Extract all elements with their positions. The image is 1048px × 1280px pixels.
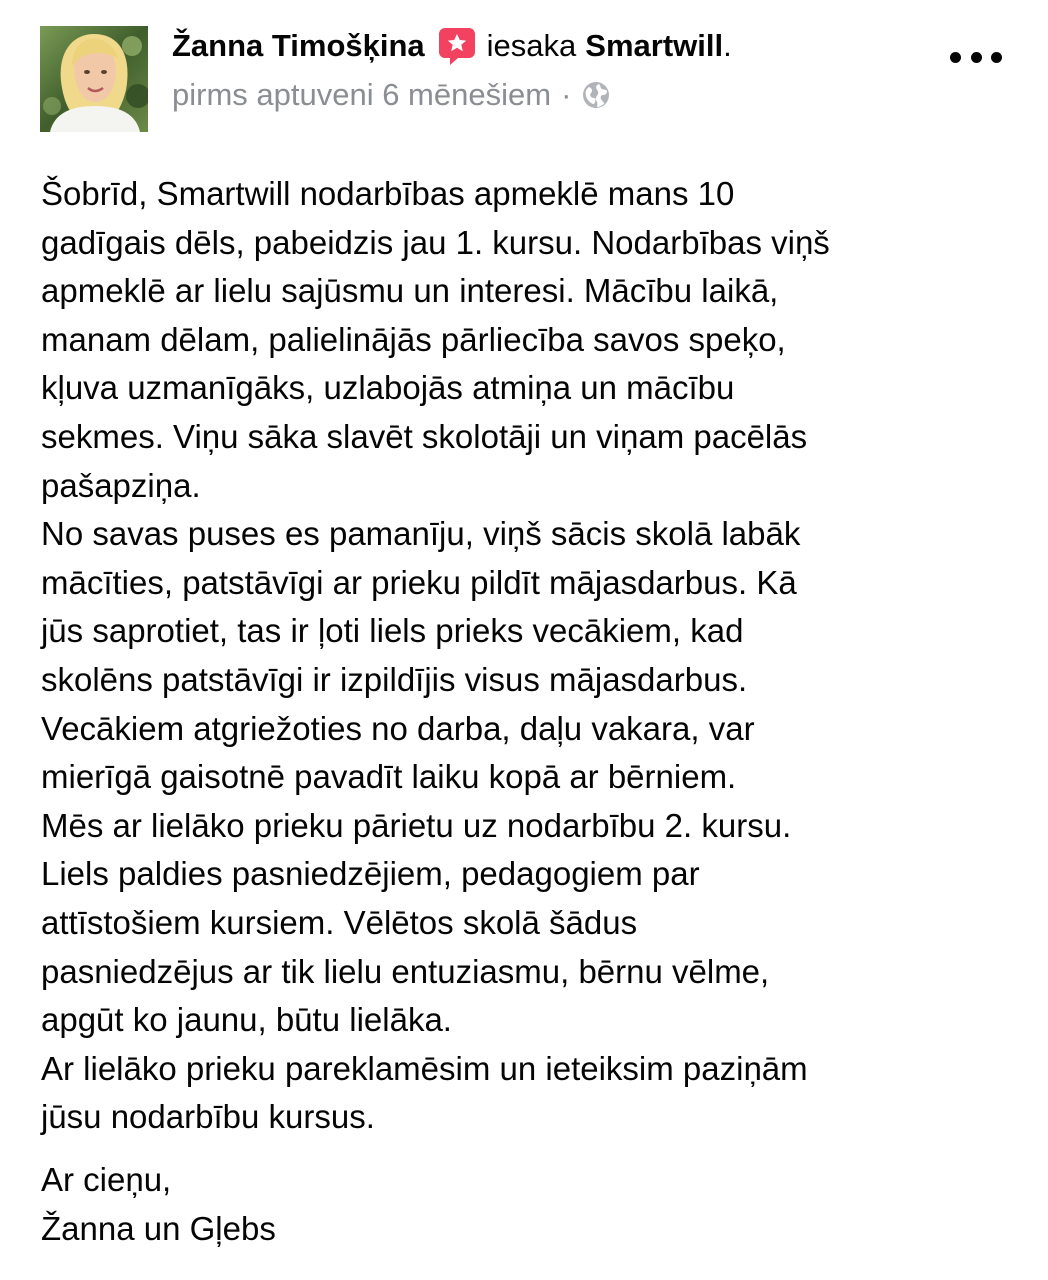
body-line: Liels paldies pasniedzējiem, pedagogiem par [41,855,700,893]
body-line: gadīgais dēls, pabeidzis jau 1. kursu. Nodarbības viņš [41,223,830,261]
body-line: Mēs ar lielāko prieku pārietu uz nodarbību 2. kursu. [41,806,792,844]
body-line: pašapziņa. [41,466,201,504]
body-line: sekmes. Viņu sāka slavēt skolotāji un viņam pacēlās [41,417,808,455]
avatar-photo-icon [40,26,148,132]
body-line: kļuva uzmanīgāks, uzlabojās atmiņa un mācību [41,369,735,407]
more-dot [971,52,982,63]
globe-icon[interactable] [581,80,611,110]
body-line: skolēns patstāvīgi ir izpildījis visus mājasdarbus. [41,660,748,698]
body-line: apmeklē ar lielu sajūsmu un interesi. Mācību laikā, [41,272,779,310]
body-line: Šobrīd, Smartwill nodarbības apmeklē mans 10 [41,175,735,212]
body-line: attīstošiem kursiem. Vēlētos skolā šādus [41,903,638,941]
signoff-line: Žanna un Gļebs [41,1209,276,1247]
post-signoff [41,1156,1026,1253]
more-options-icon[interactable] [950,40,1002,74]
body-line: manam dēlam, palielinājās pārliecība savos speķo, [41,320,786,358]
post-header [172,22,732,70]
page-name-period: . [723,28,732,63]
recommendation-star-icon [436,25,478,67]
more-dot [991,52,1002,63]
author-name-link[interactable]: Žanna Timošķina [172,28,425,63]
author-avatar[interactable] [40,26,148,132]
body-line: mācīties, patstāvīgi ar prieku pildīt mājasdarbus. Kā [41,563,797,601]
meta-separator: · [561,77,572,112]
body-line: jūsu nodarbību kursus. [41,1098,375,1136]
body-line: Vecākiem atgriežoties no darba, daļu vakara, var [41,709,755,747]
body-line: pasniedzējus ar tik lielu entuziasmu, bērnu vēlme, [41,952,770,990]
body-line: No savas puses es pamanīju, viņš sācis skolā labāk [41,515,801,553]
signoff-line: Ar cieņu, [41,1161,172,1198]
more-dot [950,52,961,63]
post-meta [172,72,611,118]
body-line: mierīgā gaisotnē pavadīt laiku kopā ar bērniem. [41,758,737,796]
body-line: jūs saprotiet, tas ir ļoti liels prieks vecākiem, kad [41,612,744,650]
recommends-text: iesaka [486,28,577,63]
page-name-link[interactable]: Smartwill [585,28,724,63]
body-line: Ar lielāko prieku pareklamēsim un ieteiksim paziņām [41,1049,808,1087]
body-line: apgūt ko jaunu, būtu lielāka. [41,1001,452,1039]
post-timestamp[interactable]: pirms aptuveni 6 mēnešiem [172,77,552,112]
post-body [41,170,1026,1142]
